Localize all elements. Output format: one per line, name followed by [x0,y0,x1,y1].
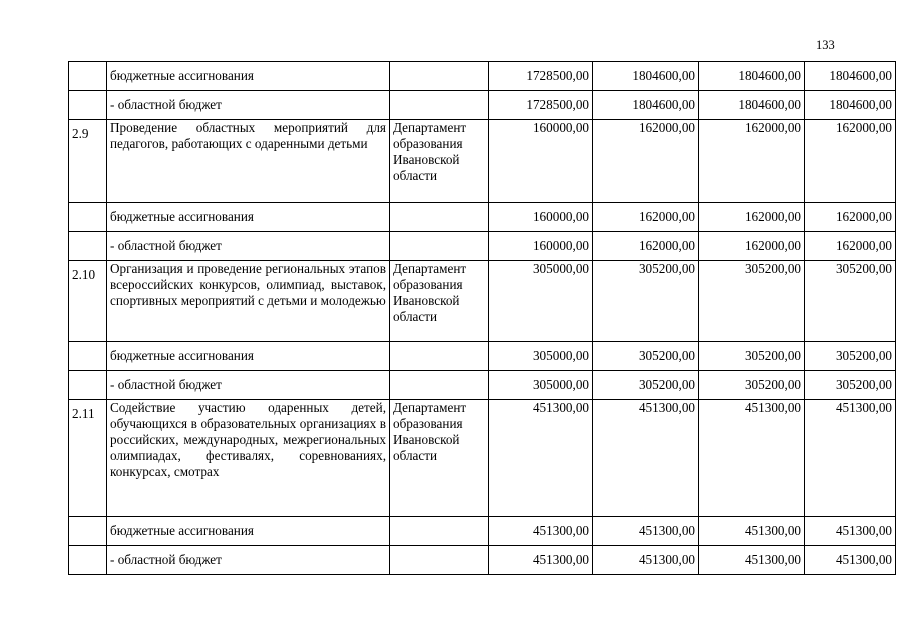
row-value-2: 451300,00 [593,400,699,517]
row-name-cell: бюджетные ассигнования [107,62,390,91]
row-executor-cell [390,232,489,261]
row-value-4: 1804600,00 [805,62,896,91]
row-value-1: 451300,00 [489,546,593,575]
row-value-2: 305200,00 [593,261,699,342]
row-executor-cell [390,371,489,400]
row-number-cell [69,203,107,232]
row-value-1: 1728500,00 [489,62,593,91]
row-value-3: 1804600,00 [699,62,805,91]
row-value-4: 305200,00 [805,371,896,400]
row-value-2: 305200,00 [593,342,699,371]
row-value-3: 305200,00 [699,342,805,371]
row-number-cell [69,517,107,546]
row-number-cell: 2.9 [69,120,107,203]
row-value-4: 305200,00 [805,342,896,371]
row-value-4: 305200,00 [805,261,896,342]
row-name-cell: - областной бюджет [107,371,390,400]
row-value-4: 451300,00 [805,546,896,575]
row-number-cell [69,91,107,120]
row-executor-cell [390,546,489,575]
row-value-1: 160000,00 [489,120,593,203]
row-value-3: 162000,00 [699,232,805,261]
table-row-sub-budget-allocations [69,342,896,371]
row-value-3: 162000,00 [699,120,805,203]
table-row-sub-budget-allocations [69,203,896,232]
row-value-1: 1728500,00 [489,91,593,120]
row-value-1: 305000,00 [489,342,593,371]
row-executor-cell [390,342,489,371]
row-value-2: 162000,00 [593,232,699,261]
row-value-3: 451300,00 [699,517,805,546]
row-executor-cell [390,62,489,91]
table-row-item-2-10 [69,261,896,342]
row-value-4: 162000,00 [805,120,896,203]
row-value-3: 451300,00 [699,400,805,517]
row-name-cell: бюджетные ассигнования [107,203,390,232]
row-executor-cell: Департамент образования Ивановской области [390,400,489,517]
row-value-1: 160000,00 [489,232,593,261]
row-value-2: 1804600,00 [593,91,699,120]
row-value-4: 451300,00 [805,517,896,546]
row-value-3: 162000,00 [699,203,805,232]
table-row-sub-regional-budget [69,371,896,400]
row-executor-cell: Департамент образования Ивановской области [390,261,489,342]
row-value-3: 305200,00 [699,261,805,342]
table-row-item-2-9 [69,120,896,203]
row-value-2: 162000,00 [593,120,699,203]
row-number-cell: 2.10 [69,261,107,342]
table-row-sub-regional-budget [69,232,896,261]
row-value-3: 1804600,00 [699,91,805,120]
row-value-1: 305000,00 [489,261,593,342]
table-row-sub-budget-allocations [69,517,896,546]
table-row-sub-regional-budget [69,546,896,575]
row-name-cell: - областной бюджет [107,232,390,261]
row-number-cell [69,342,107,371]
row-value-1: 160000,00 [489,203,593,232]
row-executor-cell: Департамент образования Ивановской области [390,120,489,203]
row-value-2: 305200,00 [593,371,699,400]
row-name-cell: бюджетные ассигнования [107,342,390,371]
row-number-cell [69,546,107,575]
budget-table [68,61,896,575]
row-value-2: 451300,00 [593,546,699,575]
table-row-sub-regional-budget [69,91,896,120]
row-executor-cell [390,91,489,120]
table-row-item-2-11 [69,400,896,517]
row-number-cell [69,232,107,261]
row-name-cell: Проведение областных мероприятий для педагогов, работающих с одаренными детьми [107,120,390,203]
row-number-cell: 2.11 [69,400,107,517]
row-value-4: 162000,00 [805,203,896,232]
row-value-3: 451300,00 [699,546,805,575]
row-name-cell: - областной бюджет [107,546,390,575]
row-executor-cell [390,203,489,232]
row-value-1: 451300,00 [489,517,593,546]
row-value-2: 162000,00 [593,203,699,232]
row-name-cell: - областной бюджет [107,91,390,120]
row-value-4: 162000,00 [805,232,896,261]
row-name-cell: бюджетные ассигнования [107,517,390,546]
row-number-cell [69,371,107,400]
page-number: 133 [816,38,835,52]
row-value-3: 305200,00 [699,371,805,400]
row-value-4: 451300,00 [805,400,896,517]
row-number-cell [69,62,107,91]
row-name-cell: Содействие участию одаренных детей, обучающихся в образовательных организациях в российских, международных, межрегиональных олимпиадах, фестивалях, соревнованиях, конкурсах, смотрах [107,400,390,517]
row-value-1: 305000,00 [489,371,593,400]
row-value-2: 1804600,00 [593,62,699,91]
row-value-1: 451300,00 [489,400,593,517]
row-executor-cell [390,517,489,546]
row-name-cell: Организация и проведение региональных этапов всероссийских конкурсов, олимпиад, выставок, спортивных мероприятий с детьми и молодежью [107,261,390,342]
table-row-sub-budget-allocations [69,62,896,91]
row-value-4: 1804600,00 [805,91,896,120]
row-value-2: 451300,00 [593,517,699,546]
